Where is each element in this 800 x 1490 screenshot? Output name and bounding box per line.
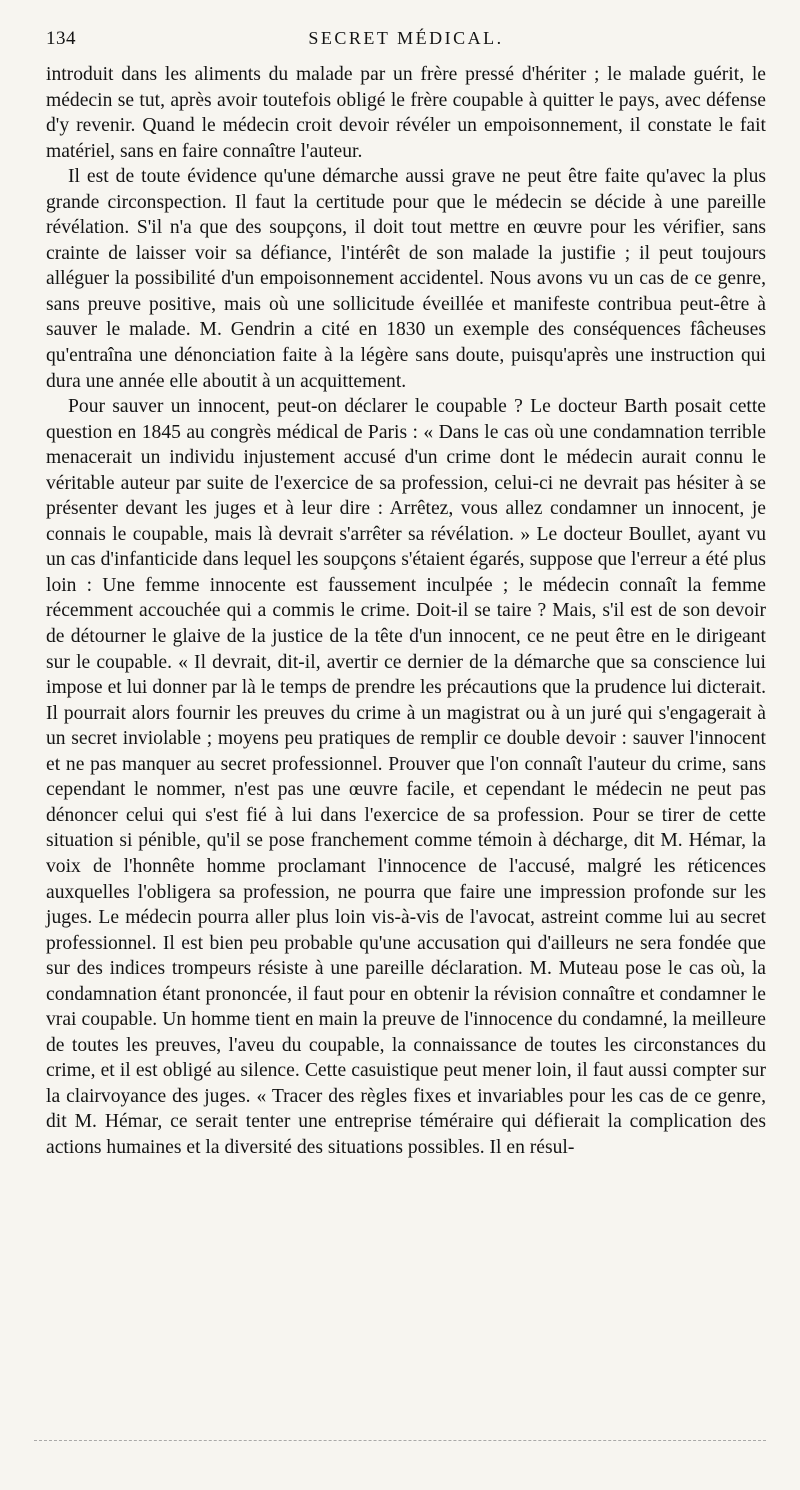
paragraph-circumspection: Il est de toute évidence qu'une démarche aussi grave ne peut être faite qu'avec la plus grande circonspection. Il faut la certitude pour que le médecin se décide à une pareille révélation. S'il n'a que des soupçons, il doit tout mettre en œuvre pour les vérifier, sans crainte de laisser voir sa défiance, l'intérêt de son malade la justifie ; il peut toujours alléguer la possibilité d'un empoisonnement accidentel. Nous avons vu un cas de ce genre, sans preuve positive, mais où une sollicitude éveillée et manifeste contribua peut-être à sauver le malade. M. Gendrin a cité en 1830 un exemple des conséquences fâcheuses qu'entraîna une dénonciation faite à la légère sans doute, puisqu'après une instruction qui dura une année elle aboutit à un acquittement. — [46, 166, 766, 392]
paragraph-continuation: introduit dans les aliments du malade par un frère pressé d'hériter ; le malade guérit, le médecin se tut, après avoir toutefois obligé le frère coupable à quitter le pays, avec défense d'y revenir. Quand le médecin croit devoir révéler un empoisonnement, il constate le fait matériel, sans en faire connaître l'auteur. — [46, 64, 766, 162]
running-title: SECRET MÉDICAL. — [308, 28, 504, 48]
running-head — [46, 22, 766, 62]
page-number: 134 — [46, 28, 76, 49]
paragraph-innocent-question: Pour sauver un innocent, peut-on déclarer le coupable ? Le docteur Barth posait cette question en 1845 au congrès médical de Paris : « Dans le cas où une condamnation terrible menacerait un individu injustement accusé d'un crime dont le médecin aurait connu le véritable auteur par suite de l'exercice de sa profession, celui-ci ne devrait pas hésiter à se présenter devant les juges et à leur dire : Arrêtez, vous allez condamner un innocent, je connais le coupable, mais là devrait s'arrêter sa révélation. » Le docteur Boullet, ayant vu un cas d'infanticide dans lequel les soupçons s'étaient égarés, suppose que l'erreur a été plus loin : Une femme innocente est faussement inculpée ; le médecin connaît la femme récemment accouchée qui a commis le crime. Doit-il se taire ? Mais, s'il est de son devoir de détourner le glaive de la justice de la tête d'un innocent, ce ne peut être en le dirigeant sur le coupable. « Il devrait, dit-il, avertir ce dernier de la démarche que sa conscience lui impose et lui donner par là le temps de prendre les précautions que la prudence lui dicterait. Il pourrait alors fournir les preuves du crime à un magistrat ou à un juré qui s'engagerait à un secret inviolable ; moyens peu pratiques de remplir ce double devoir : sauver l'innocent et ne pas manquer au secret professionnel. Prouver que l'on connaît l'auteur du crime, sans cependant le nommer, n'est pas une œuvre facile, et cependant le médecin ne peut pas dénoncer celui qui s'est fié à lui dans l'exercice de sa profession. Pour se tirer de cette situation si pénible, qu'il se pose franchement comme témoin à décharge, dit M. Hémar, la voix de l'honnête homme proclamant l'innocence de l'accusé, malgré les réticences auxquelles l'obligera sa profession, ne pourra que faire une impression profonde sur les juges. Le médecin pourra aller plus loin vis-à-vis de l'avocat, astreint comme lui au secret professionnel. Il est bien peu probable qu'une accusation qui d'ailleurs ne sera fondée que sur des indices trompeurs résiste à une pareille déclaration. M. Muteau pose le cas où, la condamnation étant prononcée, il faut pour en obtenir la révision connaître et condamner le vrai coupable. Un homme tient en main la preuve de l'innocence du condamné, la meilleure de toutes les preuves, l'aveu du coupable, la connaissance de toutes les circonstances du crime, et il est obligé au silence. Cette casuistique peut mener loin, il faut aussi compter sur la clairvoyance des juges. « Tracer des règles fixes et invariables pour les cas de ce genre, dit M. Hémar, ce serait tenter une entreprise téméraire qui défierait la complication des actions humaines et la diversité des situations possibles. Il en résul- — [46, 396, 766, 1158]
body-text — [46, 62, 766, 1161]
footer-rule — [34, 1440, 766, 1441]
